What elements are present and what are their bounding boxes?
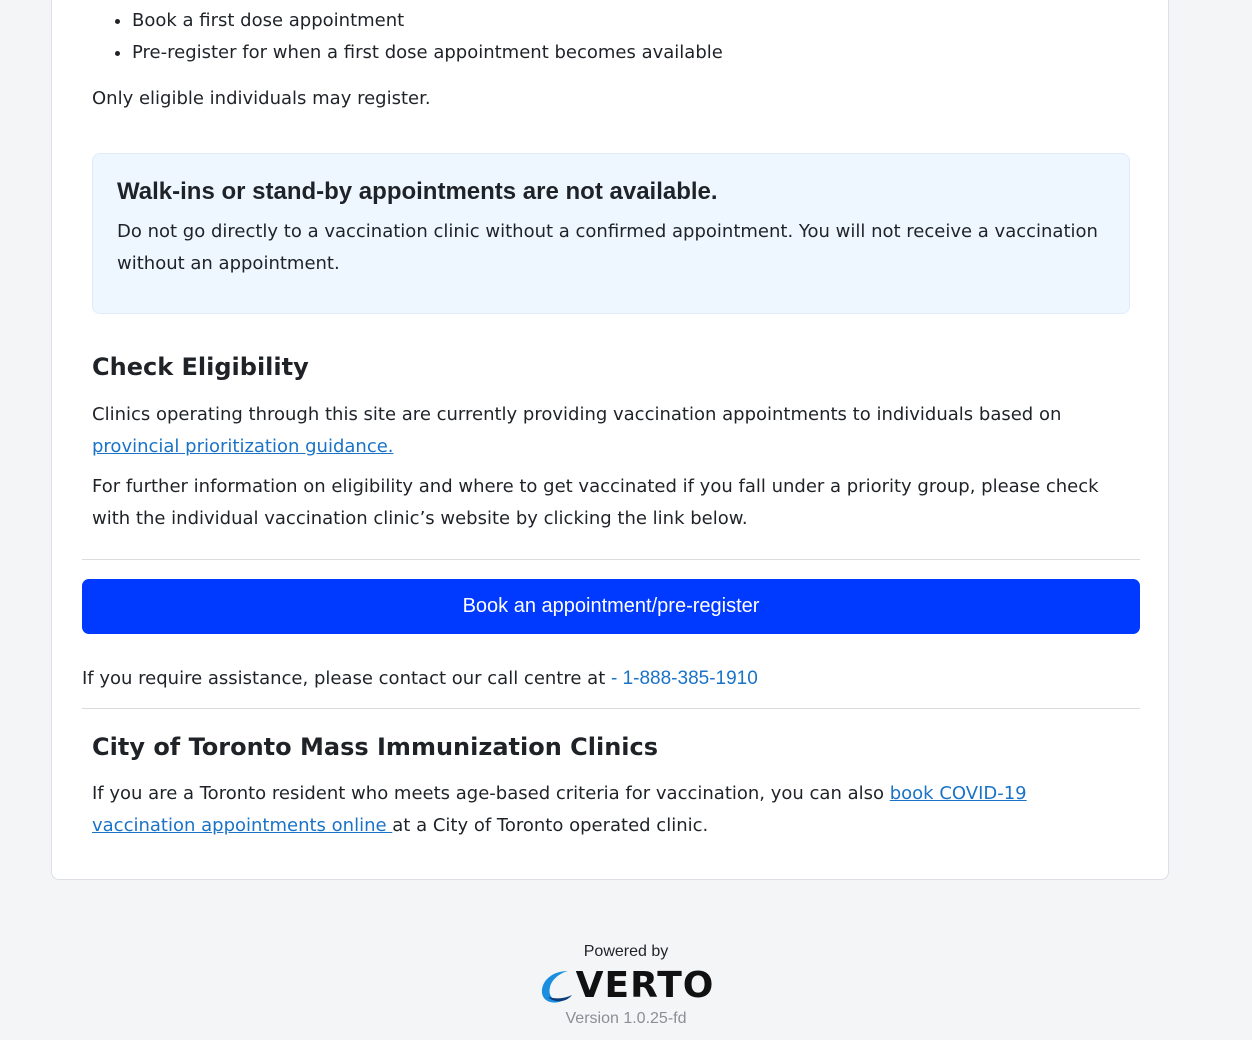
main-card [51, 0, 1169, 880]
check-eligibility-heading: Check Eligibility [92, 353, 309, 381]
version-label: Version 1.0.25-fd [565, 1010, 687, 1027]
toronto-text-after: at a City of Toronto operated clinic. [392, 815, 709, 836]
further-info-paragraph: For further information on eligibility and where to get vaccinated if you fall under a priority group, please check with the individual vaccination clinic’s website by clicking the link below. [92, 476, 1099, 529]
notice-body: Do not go directly to a vaccination clinic without a confirmed appointment. You will not receive a vaccination without an appointment. [117, 221, 1098, 274]
list-item: • Pre-register for when a first dose appointment becomes available [132, 37, 723, 69]
footer [0, 942, 1252, 1028]
powered-by-label: Powered by [583, 943, 669, 960]
toronto-text-before: If you are a Toronto resident who meets age-based criteria for vaccination, you can also [92, 783, 890, 804]
walk-in-notice [92, 153, 1130, 314]
verto-logo [538, 966, 715, 1006]
eligibility-paragraph [92, 399, 1132, 463]
book-appointment-button[interactable]: Book an appointment/pre-register [82, 579, 1140, 634]
toronto-paragraph [92, 778, 1132, 842]
call-centre-phone-link[interactable]: - 1-888-385-1910 [610, 668, 758, 689]
divider [82, 559, 1140, 560]
notice-title: Walk-ins or stand-by appointments are not available. [117, 178, 718, 205]
list-item: • Book a first dose appointment [132, 5, 723, 37]
divider [82, 708, 1140, 709]
assistance-text: If you require assistance, please contact our call centre at [82, 668, 611, 689]
assistance-line [82, 663, 758, 695]
prioritization-guidance-link[interactable]: provincial prioritization guidance. [92, 436, 394, 457]
verto-logo-text: VERTO [575, 965, 715, 1006]
toronto-clinics-heading: City of Toronto Mass Immunization Clinics [92, 733, 659, 761]
option-list [92, 5, 723, 69]
eligibility-text: Clinics operating through this site are currently providing vaccination appointments to individuals based on [92, 404, 1062, 425]
book-covid-online-link[interactable]: book COVID-19 vaccination appointments online [92, 783, 1027, 836]
eligible-note: Only eligible individuals may register. [92, 88, 431, 109]
verto-wave-icon [538, 967, 576, 1005]
